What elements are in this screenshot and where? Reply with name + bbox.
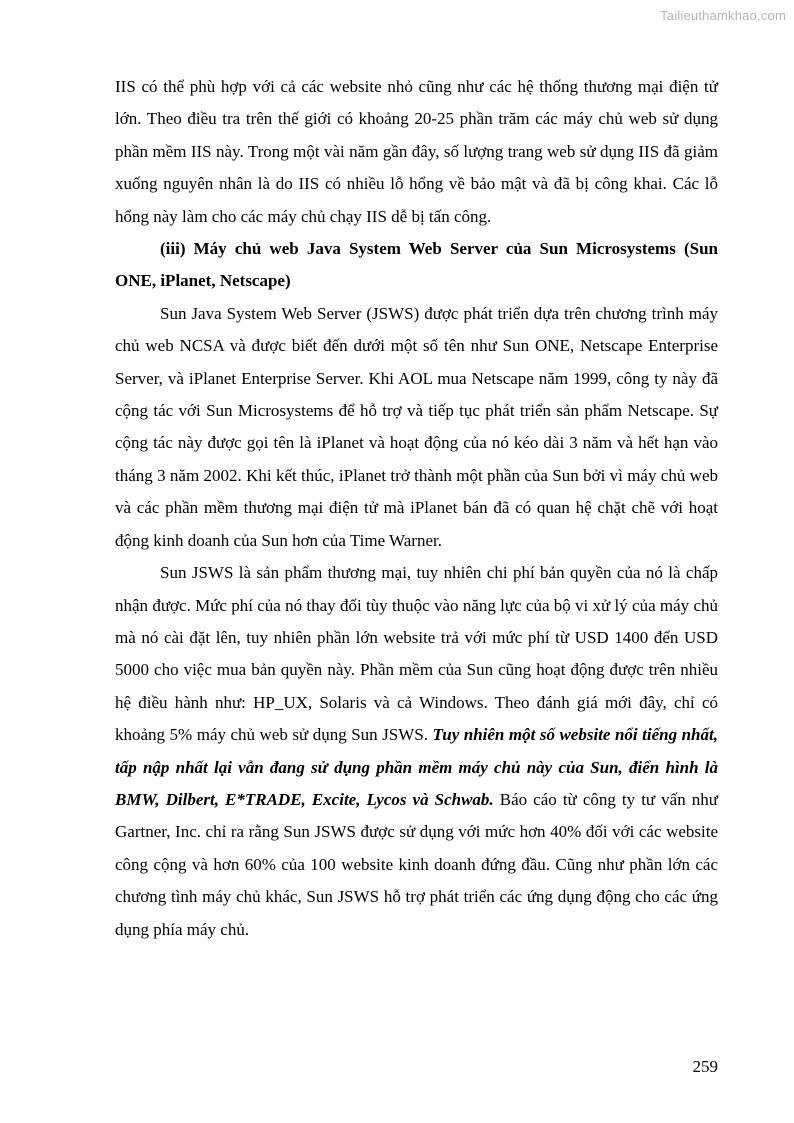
document-body (115, 71, 718, 946)
watermark-text: Tailieuthamkhao.com (660, 8, 786, 23)
section-heading: (iii) Máy chủ web Java System Web Server của Sun Microsystems (Sun ONE, iPlanet, Netscape) (115, 239, 718, 291)
paragraph-jsws-history: Sun Java System Web Server (JSWS) được phát triển dựa trên chương trình máy chủ web NCSA và được biết đến dưới một số tên như Sun ONE, Netscape Enterprise Server, và iPlanet Enterprise Server. Khi AOL mua Netscape năm 1999, công ty này đã cộng tác với Sun Microsystems để hỗ trợ và tiếp tục phát triển sản phẩm Netscape. Sự cộng tác này được gọi tên là iPlanet và hoạt động của nó kéo dài 3 năm và hết hạn vào tháng 3 năm 2002. Khi kết thúc, iPlanet trở thành một phần của Sun bởi vì máy chủ web và các phần mềm thương mại điện tử mà iPlanet bán đã có quan hệ chặt chẽ với hoạt động kinh doanh của Sun hơn của Time Warner. (115, 303, 718, 550)
paragraph-iis: IIS có thể phù hợp với cả các website nhỏ cũng như các hệ thống thương mại điện tử lớn. Theo điều tra trên thế giới có khoảng 20-25 phần trăm các máy chủ web sử dụng phần mềm IIS này. Trong một vài năm gần đây, số lượng trang web sử dụng IIS đã giảm xuống nguyên nhân là do IIS có nhiều lỗ hổng về bảo mật và đã bị công khai. Các lỗ hổng này làm cho các máy chủ chạy IIS dễ bị tấn công. (115, 77, 718, 226)
paragraph-jsws-pricing (115, 557, 718, 946)
page-number: 259 (692, 1057, 718, 1076)
emphasis-text: Tuy nhiên một số website nổi tiếng nhất, tấp nập nhất lại vẫn đang sử dụng phần mềm máy chủ này của Sun, điển hình là BMW, Dilbert, E*TRADE, Excite, Lycos và Schwab. (115, 725, 718, 809)
paragraph-jsws-pricing-end: Báo cáo từ công ty tư vấn như Gartner, Inc. chỉ ra rằng Sun JSWS được sử dụng với mức hơn 40% đối với các website công cộng và hơn 60% của 100 website kinh doanh đứng đầu. Cũng như phần lớn các chương tình máy chủ khác, Sun JSWS hỗ trợ phát triển các ứng dụng động cho các ứng dụng phía máy chủ. (115, 789, 718, 939)
paragraph-jsws-pricing-start: Sun JSWS là sản phẩm thương mại, tuy nhiên chi phí bản quyền của nó là chấp nhận được. Mức phí của nó thay đổi tùy thuộc vào năng lực của bộ vi xử lý của máy chủ mà nó cài đặt lên, tuy nhiên phần lớn website trả với mức phí từ USD 1400 đến USD 5000 cho việc mua bản quyền này. Phần mềm của Sun cũng hoạt động được trên nhiều hệ điều hành như: HP_UX, Solaris và cả Windows. Theo đánh giá mới đây, chỉ có khoảng 5% máy chủ web sử dụng Sun JSWS. (115, 563, 718, 745)
